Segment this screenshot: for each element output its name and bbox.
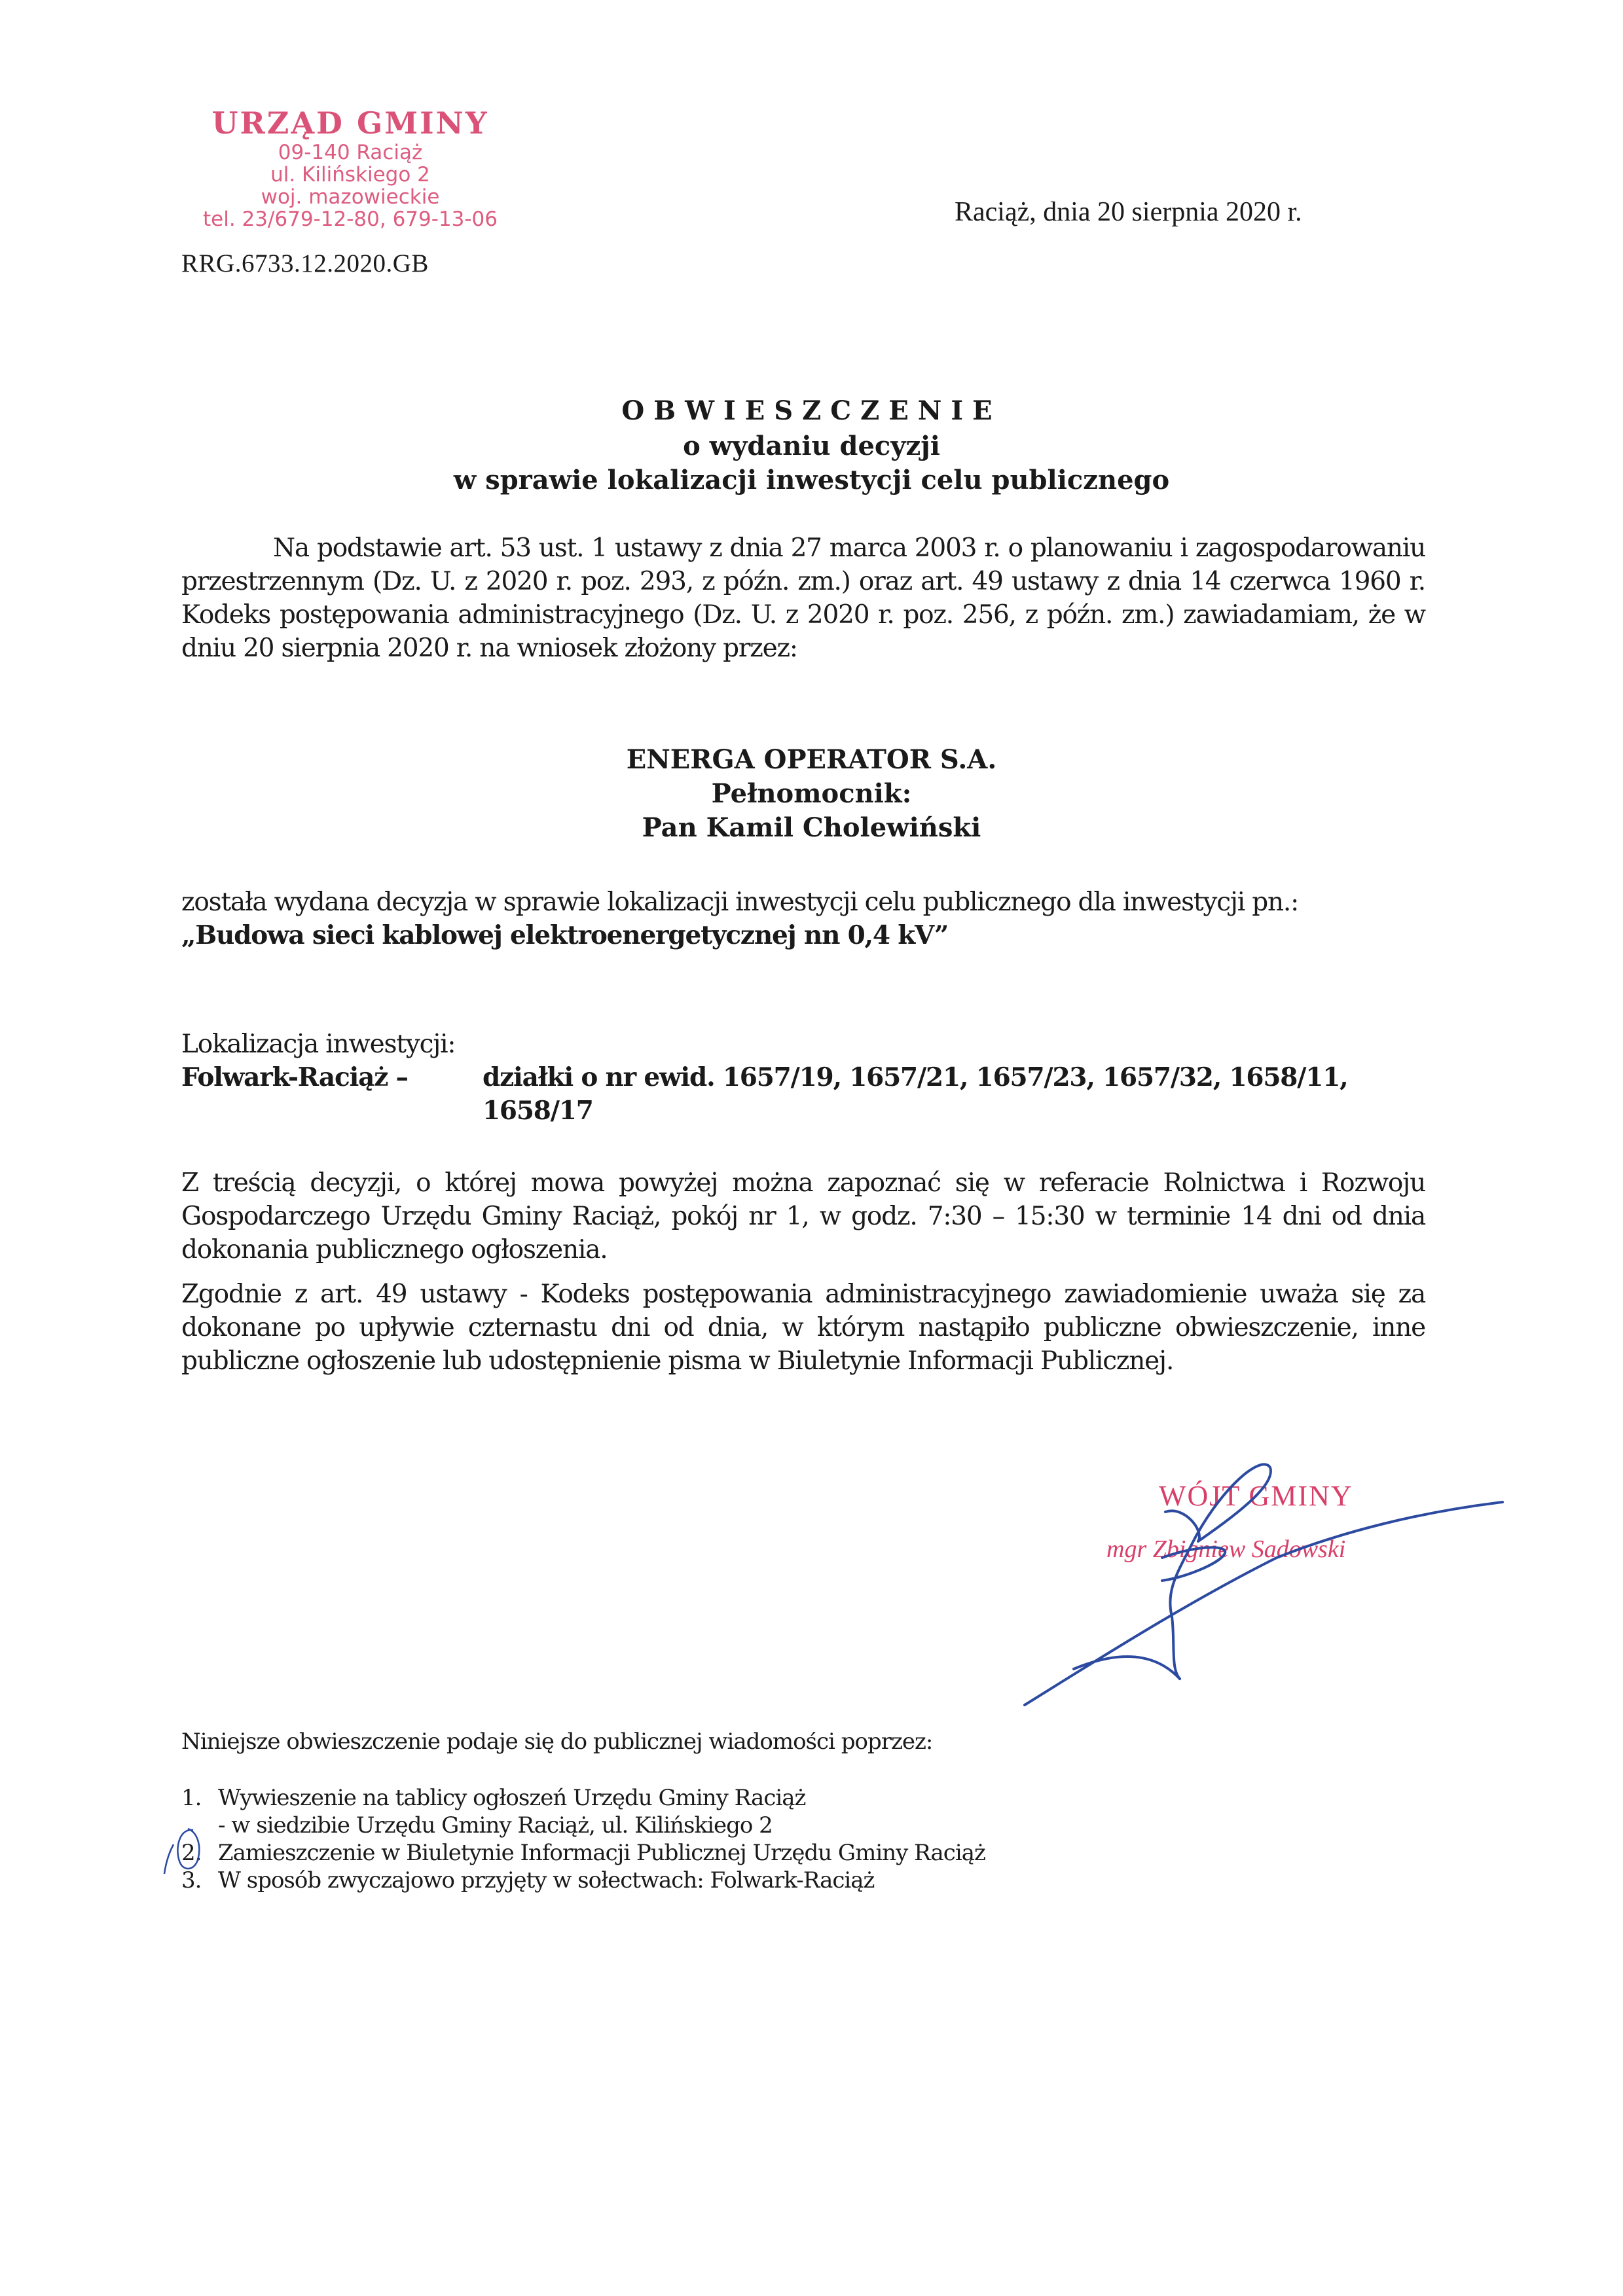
- item-number: 2.: [181, 1840, 202, 1866]
- decision-block: [181, 886, 1425, 952]
- signature-stroke-cross: [1162, 1547, 1225, 1581]
- document-title: [0, 393, 1623, 497]
- handwritten-signature: [1015, 1427, 1539, 1728]
- decision-paragraph: została wydana decyzja w sprawie lokalizacji inwestycji celu publicznego dla inwestycji pn.:: [181, 888, 1299, 917]
- reference-number: RRG.6733.12.2020.GB: [181, 249, 429, 278]
- item-text-line-1: Wywieszenie na tablicy ogłoszeń Urzędu Gminy Raciąż: [218, 1785, 806, 1811]
- publication-list: [181, 1784, 985, 1894]
- location-block: [181, 1028, 1425, 1128]
- proxy-label: Pełnomocnik:: [711, 778, 912, 809]
- title-main: OBWIESZCZENIE: [621, 395, 1002, 426]
- location-line: [181, 1061, 1425, 1128]
- item-number: 1.: [181, 1785, 202, 1811]
- stamp-street: ul. Kilińskiego 2: [270, 163, 430, 187]
- stamp-phone: tel. 23/679-12-80, 679-13-06: [202, 207, 498, 231]
- office-stamp: [167, 105, 534, 230]
- stamp-voivodeship: woj. mazowieckie: [261, 185, 440, 209]
- signature-stroke-base: [1074, 1657, 1180, 1679]
- proxy-name: Pan Kamil Cholewiński: [642, 812, 981, 843]
- item-text: W sposób zwyczajowo przyjęty w sołectwach: Folwark-Raciąż: [218, 1867, 875, 1893]
- publication-item: [181, 1784, 985, 1839]
- title-sub-1: o wydaniu decyzji: [683, 431, 940, 461]
- title-sub-2: w sprawie lokalizacji inwestycji celu publicznego: [453, 465, 1170, 495]
- signature-stroke-loop: [1165, 1464, 1271, 1679]
- location-label: Lokalizacja inwestycji:: [181, 1030, 456, 1059]
- intro-paragraph: Na podstawie art. 53 ust. 1 ustawy z dnia 27 marca 2003 r. o planowaniu i zagospodarowaniu przestrzennym (Dz. U. z 2020 r. poz. 293, z późn. zm.) oraz art. 49 ustawy z dnia 14 czerwca 1960 r. Kodeks postępowania administracyjnego (Dz. U. z 2020 r. poz. 256, z późn. zm.) zawiadamiam, że w dniu 20 sierpnia 2020 r. na wniosek złożony przez:: [181, 533, 1425, 663]
- item-text: [218, 1784, 805, 1839]
- stamp-title: URZĄD GMINY: [211, 105, 489, 141]
- stamp-postal: 09-140 Raciąż: [278, 141, 423, 164]
- signature-name: mgr Zbigniew Sadowski: [1106, 1535, 1346, 1563]
- access-paragraph: Z treścią decyzji, o której mowa powyżej można zapoznać się w referacie Rolnictwa i Rozwoju Gospodarczego Urzędu Gminy Raciąż, pokój nr 1, w godz. 7:30 – 15:30 w terminie 14 dni od dnia dokonania publicznego ogłoszenia.: [181, 1168, 1425, 1265]
- footer-publication: [181, 1728, 985, 1894]
- location-place: Folwark-Raciąż –: [181, 1062, 408, 1092]
- item-text-line-2: - w siedzibie Urzędu Gminy Raciąż, ul. Kilińskiego 2: [218, 1812, 773, 1839]
- publication-item: [181, 1867, 985, 1894]
- location-plots: działki o nr ewid. 1657/19, 1657/21, 1657/23, 1657/32, 1658/11, 1658/17: [483, 1062, 1348, 1126]
- place-date: Raciąż, dnia 20 sierpnia 2020 r.: [955, 197, 1302, 227]
- applicant-block: [0, 743, 1623, 845]
- investment-name: „Budowa sieci kablowej elektroenergetycznej nn 0,4 kV”: [181, 920, 949, 950]
- publication-item: [181, 1839, 985, 1867]
- footer-intro: Niniejsze obwieszczenie podaje się do publicznej wiadomości poprzez:: [181, 1729, 933, 1755]
- notice-paragraph: Zgodnie z art. 49 ustawy - Kodeks postępowania administracyjnego zawiadomienie uważa się za dokonane po upływie czternastu dni od dnia, w którym nastąpiło publiczne obwieszczenie, inne publiczne ogłoszenie lub udostępnienie pisma w Biuletynie Informacji Publicznej.: [181, 1280, 1425, 1376]
- signature-stroke-long: [1025, 1502, 1503, 1705]
- applicant-company: ENERGA OPERATOR S.A.: [626, 744, 997, 775]
- signature-title: WÓJT GMINY: [1159, 1480, 1353, 1512]
- item-number: 3.: [181, 1867, 202, 1893]
- item-text: Zamieszczenie w Biuletynie Informacji Publicznej Urzędu Gminy Raciąż: [218, 1840, 985, 1866]
